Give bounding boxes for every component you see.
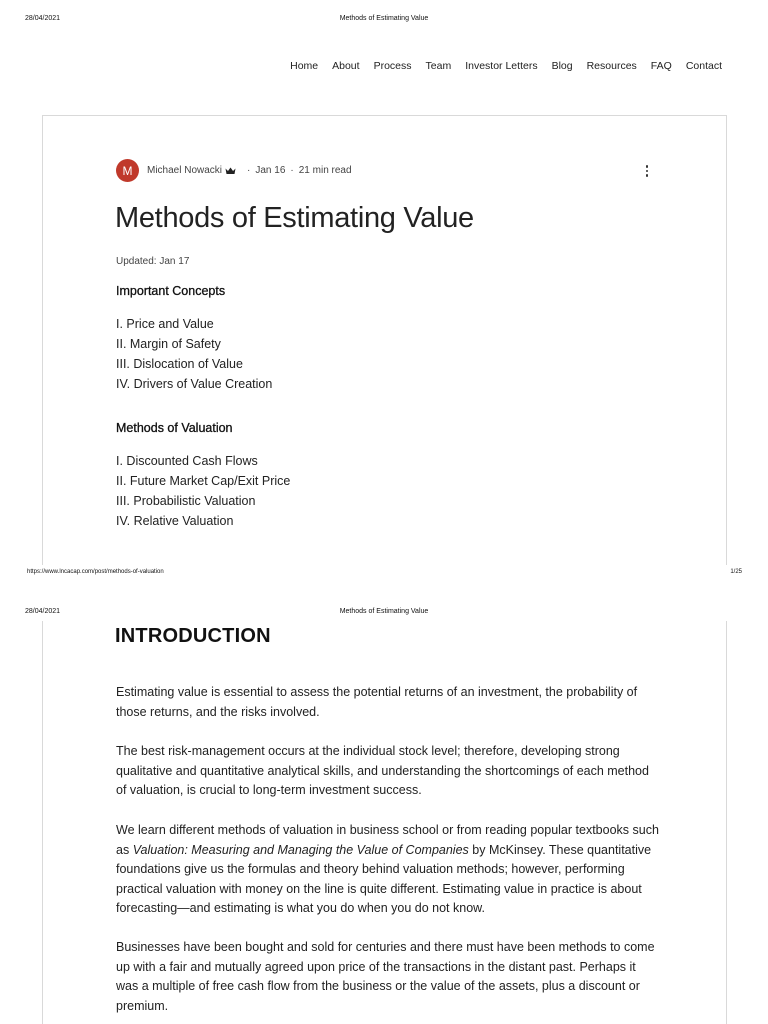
nav-process[interactable]: Process xyxy=(373,60,412,72)
post-date: Jan 16 xyxy=(255,165,286,176)
print-doc-title: Methods of Estimating Value xyxy=(339,15,429,22)
meta-separator: · xyxy=(290,165,294,176)
intro-paragraph-1: Estimating value is essential to assess the potential returns of an investment, the probability of those returns, and the risks involved. xyxy=(116,685,638,719)
print-header xyxy=(0,15,768,27)
list-item: IV. Relative Valuation xyxy=(116,514,234,528)
nav-investor-letters[interactable]: Investor Letters xyxy=(465,60,538,72)
methods-list xyxy=(116,451,290,531)
list-item: I. Price and Value xyxy=(116,317,214,331)
print-page-number: 1/25 xyxy=(730,569,742,575)
print-doc-title: Methods of Estimating Value xyxy=(339,608,429,615)
concepts-heading: Important Concepts xyxy=(116,284,226,298)
avatar-initial: M xyxy=(122,163,133,178)
crown-icon xyxy=(225,167,236,175)
list-item: II. Margin of Safety xyxy=(116,337,221,351)
paragraph-text: by McKinsey. These quantitative foundations give us the formulas and theory behind valuation methods; however, performing practical valuation with money on the line is quite different. Estimating value in practice is about forecasting—and estimating is what you do when you do not know. xyxy=(116,842,652,916)
nav-contact[interactable]: Contact xyxy=(685,60,722,72)
print-url: https://www.lncacap.com/post/methods-of-valuation xyxy=(27,569,164,575)
list-item: I. Discounted Cash Flows xyxy=(116,454,258,468)
paragraph-text: We learn different methods of valuation in business school or from reading popular textbooks such as xyxy=(116,823,659,857)
updated-date: Updated: Jan 17 xyxy=(116,256,190,267)
nav-blog[interactable]: Blog xyxy=(551,60,573,72)
meta-separator: · xyxy=(247,165,251,176)
methods-heading: Methods of Valuation xyxy=(116,421,233,435)
nav-resources[interactable]: Resources xyxy=(586,60,637,72)
post-meta xyxy=(116,159,352,182)
concepts-list xyxy=(116,314,272,394)
author-avatar[interactable] xyxy=(116,159,139,182)
print-footer xyxy=(0,569,768,581)
read-time: 21 min read xyxy=(298,165,352,176)
site-nav xyxy=(290,60,722,72)
more-options-icon[interactable] xyxy=(643,163,651,179)
list-item: III. Dislocation of Value xyxy=(116,357,243,371)
intro-heading: INTRODUCTION xyxy=(115,625,271,647)
nav-home[interactable]: Home xyxy=(290,60,319,72)
print-date: 28/04/2021 xyxy=(25,15,61,22)
book-title: Valuation: Measuring and Managing the Value of Companies xyxy=(132,842,469,857)
list-item: III. Probabilistic Valuation xyxy=(116,494,256,508)
methods-section xyxy=(116,421,290,531)
author-name[interactable]: Michael Nowacki xyxy=(147,165,223,176)
concepts-section xyxy=(116,284,272,394)
intro-paragraph-4: Businesses have been bought and sold for centuries and there must have been methods to come up with a fair and mutually agreed upon price of the transactions in the distant past. Perhaps it was a multiple of free cash flow from the business or the value of the assets, plus a discount or premium. xyxy=(116,940,655,1013)
nav-team[interactable]: Team xyxy=(425,60,452,72)
nav-faq[interactable]: FAQ xyxy=(650,60,672,72)
nav-about[interactable]: About xyxy=(332,60,360,72)
list-item: IV. Drivers of Value Creation xyxy=(116,377,273,391)
intro-paragraph-3 xyxy=(116,821,661,919)
print-date: 28/04/2021 xyxy=(25,608,61,615)
intro-paragraph-2: The best risk-management occurs at the individual stock level; therefore, developing strong qualitative and quantitative analytical skills, and understanding the shortcomings of each method of valuation, is crucial to long-term investment success. xyxy=(116,744,649,798)
print-header xyxy=(0,608,768,620)
list-item: II. Future Market Cap/Exit Price xyxy=(116,474,291,488)
post-title: Methods of Estimating Value xyxy=(115,202,474,234)
